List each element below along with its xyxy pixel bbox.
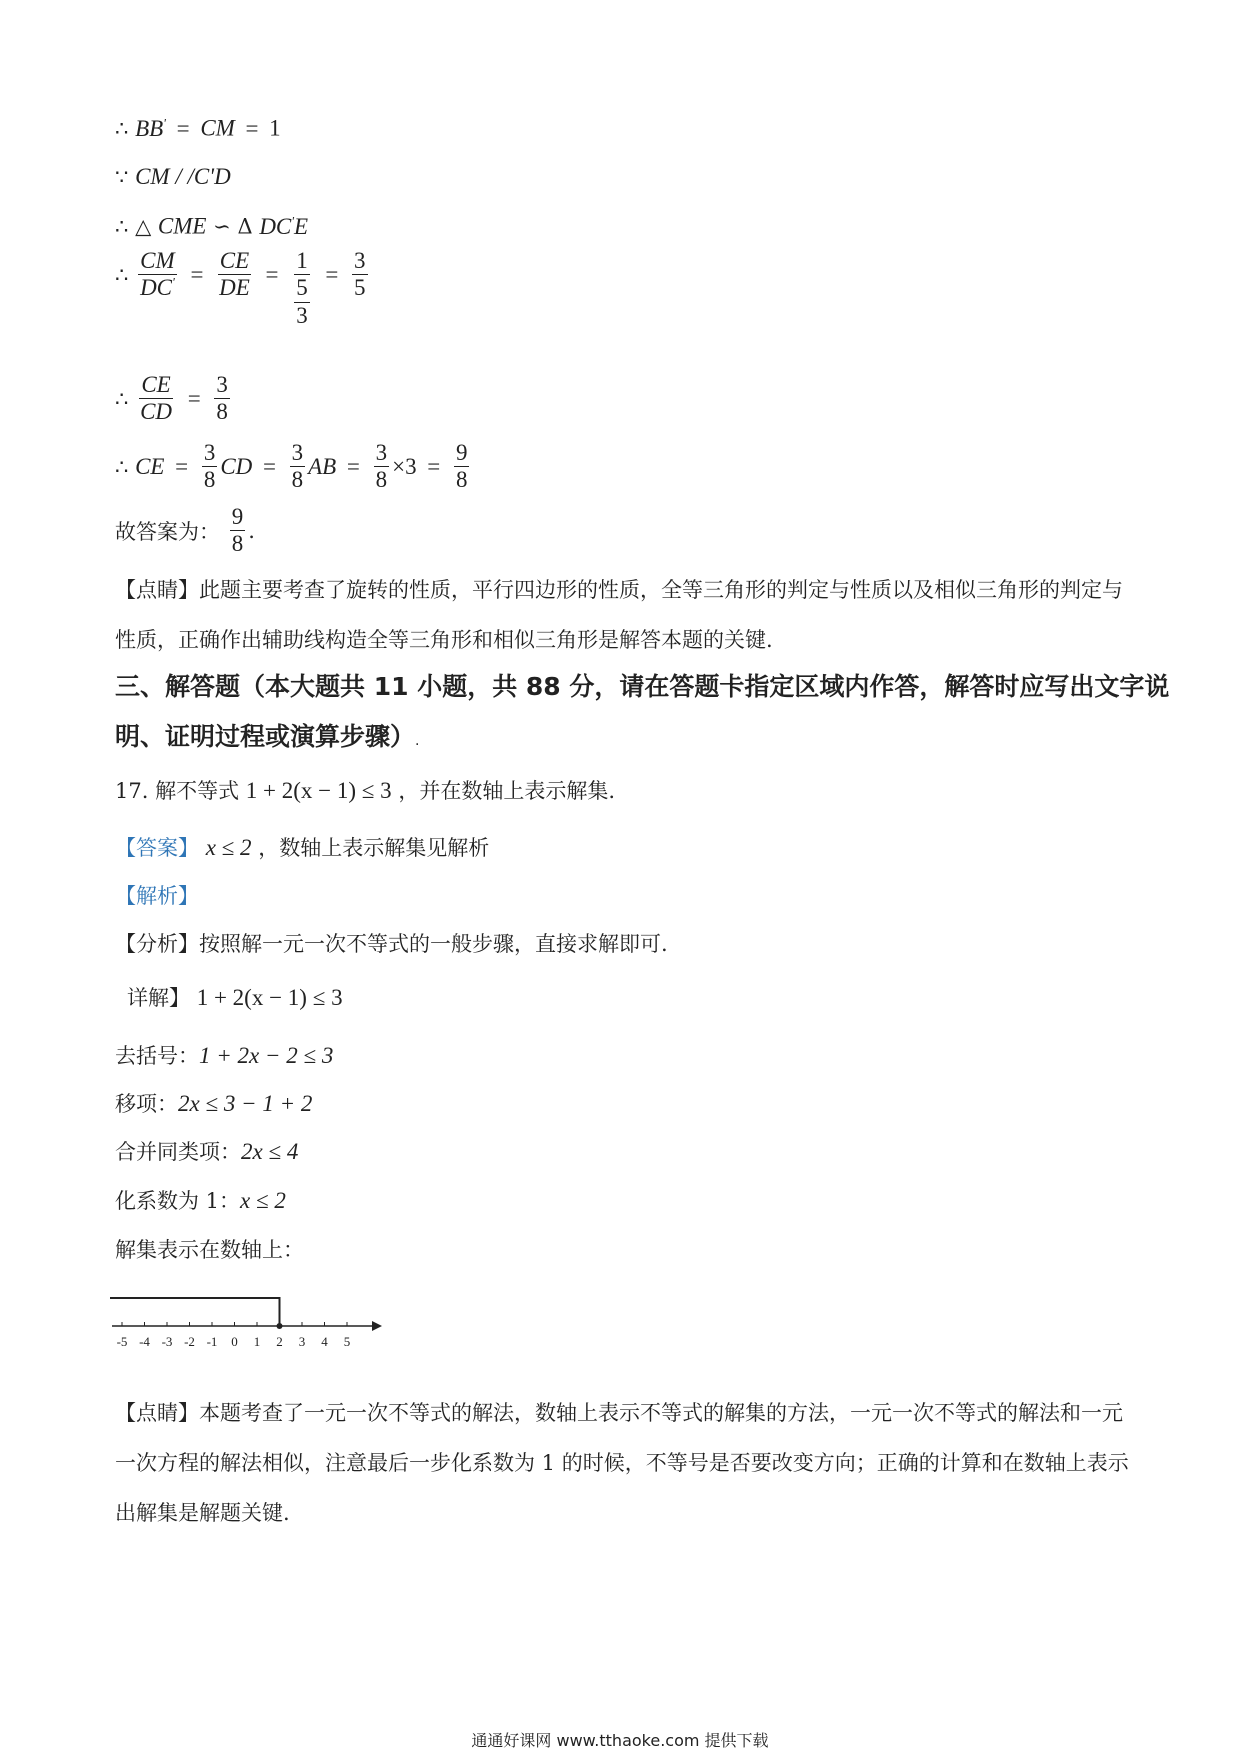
- final-answer-line: [115, 504, 255, 558]
- eq-line-3: [115, 213, 308, 240]
- solution-endpoint: [277, 1323, 283, 1329]
- fraction: $\frac{3}{8}$: [375, 440, 388, 493]
- fraction-9-8: $\frac{9}{8}$: [455, 440, 468, 493]
- answer-17: [115, 832, 489, 862]
- section-heading-line-1: 三、解答题（本大题共 11 小题，共 88 分，请在答题卡指定区域内作答，解答时应写出文字说: [115, 672, 1170, 701]
- therefore-symbol: ∴: [115, 116, 129, 141]
- fraction-1-over-5-3: $\frac{1}{\frac{5}{3}}$: [296, 248, 308, 328]
- eq-line-4: [115, 248, 371, 329]
- xiangjie-label: 详解】: [127, 986, 190, 1010]
- xiangjie-expr: 1 + 2(x − 1) ≤ 3: [196, 985, 343, 1010]
- triangle-symbol: △: [135, 214, 152, 239]
- tick-label: 3: [298, 1334, 306, 1349]
- dianjing-paragraph-2: 【点睛】本题考查了一元一次不等式的解法，数轴上表示不等式的解集的方法，一元一次不等式的解法和一元一次方程的解法相似，注意最后一步化系数为 1 的时候，不等号是否要改变方向；正确的计算和在数轴上表示出解集是解题关键.: [115, 1401, 1129, 1525]
- times-symbol: ×: [392, 453, 406, 479]
- fraction-ce-de: $\frac{CE}{DE}$: [219, 248, 250, 301]
- therefore-symbol: ∴: [115, 262, 129, 287]
- equals: =: [346, 453, 360, 479]
- triangle-symbol: Δ: [237, 214, 253, 239]
- tick-label: 1: [253, 1334, 261, 1349]
- tick-label: -3: [161, 1334, 173, 1349]
- page-footer: 通通好课网 www.tthaoke.com 提供下载: [471, 1731, 769, 1750]
- equals: =: [427, 453, 441, 479]
- equals: =: [245, 115, 259, 141]
- equals: =: [176, 115, 190, 141]
- solution-bracket: [110, 1298, 280, 1326]
- eq-line-1: [115, 115, 281, 142]
- therefore-symbol: ∴: [115, 214, 129, 239]
- var: CD: [220, 453, 253, 479]
- question-prefix: 解不等式: [155, 779, 240, 803]
- eq-lhs: CE: [135, 453, 165, 479]
- equals: =: [325, 261, 339, 287]
- eq-line-5: [115, 372, 233, 426]
- tick-label: -1: [206, 1334, 218, 1349]
- fraction-3-8: $\frac{3}{8}$: [216, 372, 228, 425]
- triangle-dce: DC'E: [259, 213, 309, 239]
- answer-rest: ，数轴上表示解集见解析: [258, 836, 490, 860]
- final-answer-label: 故答案为：: [115, 519, 220, 544]
- fraction-3-5: $\frac{3}{5}$: [354, 248, 366, 301]
- step-line: 合并同类项：2x ≤ 4: [115, 1139, 299, 1164]
- jiexi-tag: 【解析】: [115, 884, 199, 908]
- question-suffix: ，并在数轴上表示解集.: [398, 779, 616, 803]
- tick-label: -2: [184, 1334, 195, 1349]
- tick-label: -5: [116, 1334, 128, 1349]
- fraction-ce-cd: $\frac{CE}{CD}$: [140, 372, 173, 425]
- therefore-symbol: ∴: [115, 454, 129, 479]
- equals: =: [262, 453, 276, 479]
- equals: =: [175, 453, 189, 479]
- number-line-figure: [110, 1290, 390, 1352]
- eq-line-6: [115, 440, 472, 494]
- tick-label: -4: [139, 1334, 150, 1349]
- fenxi-line: 【分析】按照解一元一次不等式的一般步骤，直接求解即可.: [115, 932, 668, 956]
- question-17: [115, 775, 615, 805]
- final-answer-fraction: $\frac{9}{8}$: [231, 504, 244, 557]
- therefore-symbol: ∴: [115, 386, 129, 411]
- equals: =: [265, 261, 279, 287]
- period: .: [248, 518, 255, 543]
- because-symbol: ∵: [115, 165, 129, 189]
- var: AB: [308, 453, 337, 479]
- fraction: $\frac{3}{8}$: [203, 440, 216, 493]
- tick-label: 5: [343, 1334, 351, 1349]
- multiplier: 3: [405, 453, 417, 479]
- eq-line-2: [115, 164, 231, 190]
- triangle-cme: CME: [157, 213, 207, 239]
- eq-lhs: BB': [135, 115, 166, 141]
- similar-symbol: ∽: [213, 214, 231, 239]
- section-heading-line-2: 明、证明过程或演算步骤）.: [115, 722, 420, 751]
- answer-expr: x ≤ 2: [205, 835, 252, 860]
- step-line: 去括号：1 + 2x − 2 ≤ 3: [115, 1043, 334, 1068]
- fraction: $\frac{3}{8}$: [291, 440, 304, 493]
- eq-mid: CM: [200, 115, 235, 141]
- equals: =: [190, 261, 204, 287]
- dianjing-paragraph-1: 【点睛】此题主要考查了旋转的性质，平行四边形的性质，全等三角形的判定与性质以及相似三角形的判定与性质，正确作出辅助线构造全等三角形和相似三角形是解答本题的关键.: [115, 578, 1123, 652]
- eq-value: 1: [269, 115, 281, 141]
- axis-arrow-icon: [372, 1321, 382, 1331]
- xiangjie-line: [127, 982, 343, 1012]
- question-number: 17.: [115, 779, 149, 803]
- question-inequality: 1 + 2(x − 1) ≤ 3: [245, 778, 392, 803]
- tick-label: 0: [231, 1334, 238, 1349]
- equals: =: [187, 385, 201, 411]
- tick-label: 2: [276, 1334, 283, 1349]
- answer-tag: 【答案】: [115, 836, 199, 860]
- step-line: 化系数为 1：x ≤ 2: [115, 1188, 286, 1213]
- step-line: 移项：2x ≤ 3 − 1 + 2: [115, 1091, 313, 1116]
- number-line-caption: 解集表示在数轴上：: [115, 1238, 304, 1262]
- tick-label: 4: [321, 1334, 328, 1349]
- parallel-statement: CM / /C'D: [135, 164, 231, 189]
- fraction-cm-dc: $\frac{CM}{DC'}$: [140, 248, 175, 301]
